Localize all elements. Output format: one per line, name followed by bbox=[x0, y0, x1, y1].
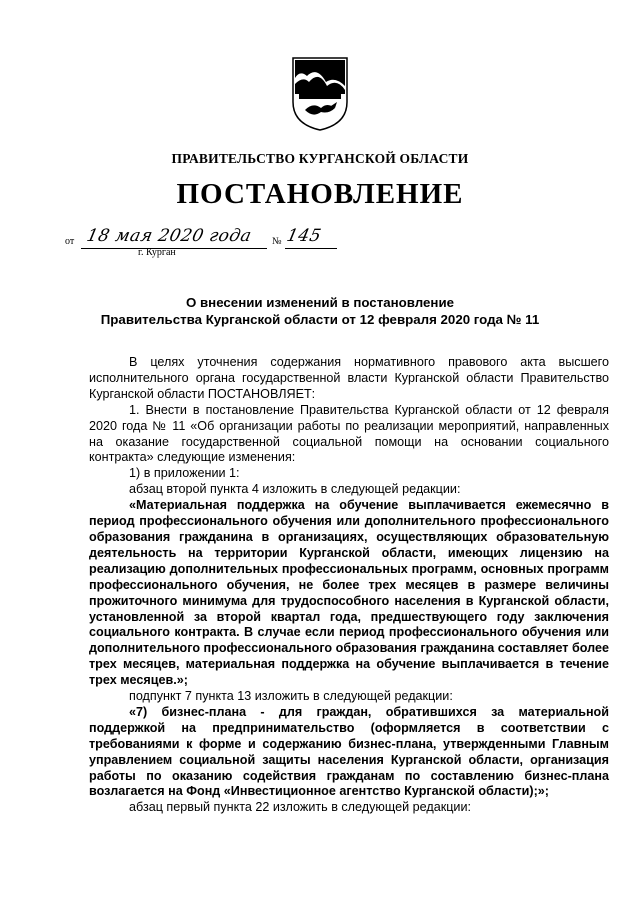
date-prefix: от bbox=[65, 236, 75, 247]
number-prefix: № bbox=[272, 236, 282, 247]
government-name: ПРАВИТЕЛЬСТВО КУРГАНСКОЙ ОБЛАСТИ bbox=[171, 151, 469, 166]
document-type: ПОСТАНОВЛЕНИЕ bbox=[176, 178, 464, 210]
paragraph-quote-business-plan: «7) бизнес-плана - для граждан, обратившихся за материальной поддержкой на предпринимательство (оформляется в соответствии с требованиями к форме и содержанию бизнес-плана, утвержденными Главным управлением социальной защиты населения Курганской области, организация работы по оказанию содействия гражданам по составлению бизнес-плана возлагается на Фонд «Инвестиционное агентство Курганской области);»; bbox=[89, 704, 609, 799]
document-body bbox=[89, 355, 609, 816]
handwritten-date: 18 мая 2020 года bbox=[84, 226, 254, 246]
date-number-line bbox=[65, 226, 365, 256]
paragraph-subitem-1: 1) в приложении 1: bbox=[129, 466, 240, 481]
coat-of-arms-emblem bbox=[291, 56, 349, 132]
paragraph-preamble: В целях уточнения содержания нормативного правового акта высшего исполнительного органа государственной власти Курганской области Правительство Курганской области ПОСТАНОВЛЯЕТ: bbox=[89, 355, 609, 401]
handwritten-number: 145 bbox=[284, 226, 324, 246]
number-underline bbox=[285, 248, 337, 249]
paragraph-instruction: подпункт 7 пункта 13 изложить в следующей редакции: bbox=[129, 689, 453, 704]
paragraph-instruction: абзац второй пункта 4 изложить в следующей редакции: bbox=[129, 482, 461, 497]
title-line-1: О внесении изменений в постановление bbox=[185, 295, 455, 310]
paragraph-quote-material-support: «Материальная поддержка на обучение выплачивается ежемесячно в период профессионального обучения или дополнительного профессионального образования гражданина в организациях, осуществляющих образовательную деятельность на территории Курганской области, имеющих лицензию на реализацию дополнительных профессиональных программ, основных программ профессионального обучения, не более трех месяцев в размере величины прожиточного минимума для трудоспособного населения в Курганской области, установленной за второй квартал года, предшествующего году заключения социального контракта. В случае если период профессионального обучения или дополнительного профессионального образования гражданина составляет более трех месяцев, материальная поддержка на обучение выплачивается в течение трех месяцев.»; bbox=[89, 498, 609, 688]
title-line-2: Правительства Курганской области от 12 февраля 2020 года № 11 bbox=[100, 312, 540, 327]
paragraph-instruction: абзац первый пункта 22 изложить в следующей редакции: bbox=[129, 800, 471, 815]
paragraph-item-1: 1. Внести в постановление Правительства Курганской области от 12 февраля 2020 года № 11 «Об организации работы по реализации мероприятий, направленных на оказание государственной социальной помощи на основании социального контракта» следующие изменения: bbox=[89, 402, 609, 465]
city-label: г. Курган bbox=[138, 247, 176, 258]
document-title bbox=[0, 294, 640, 328]
